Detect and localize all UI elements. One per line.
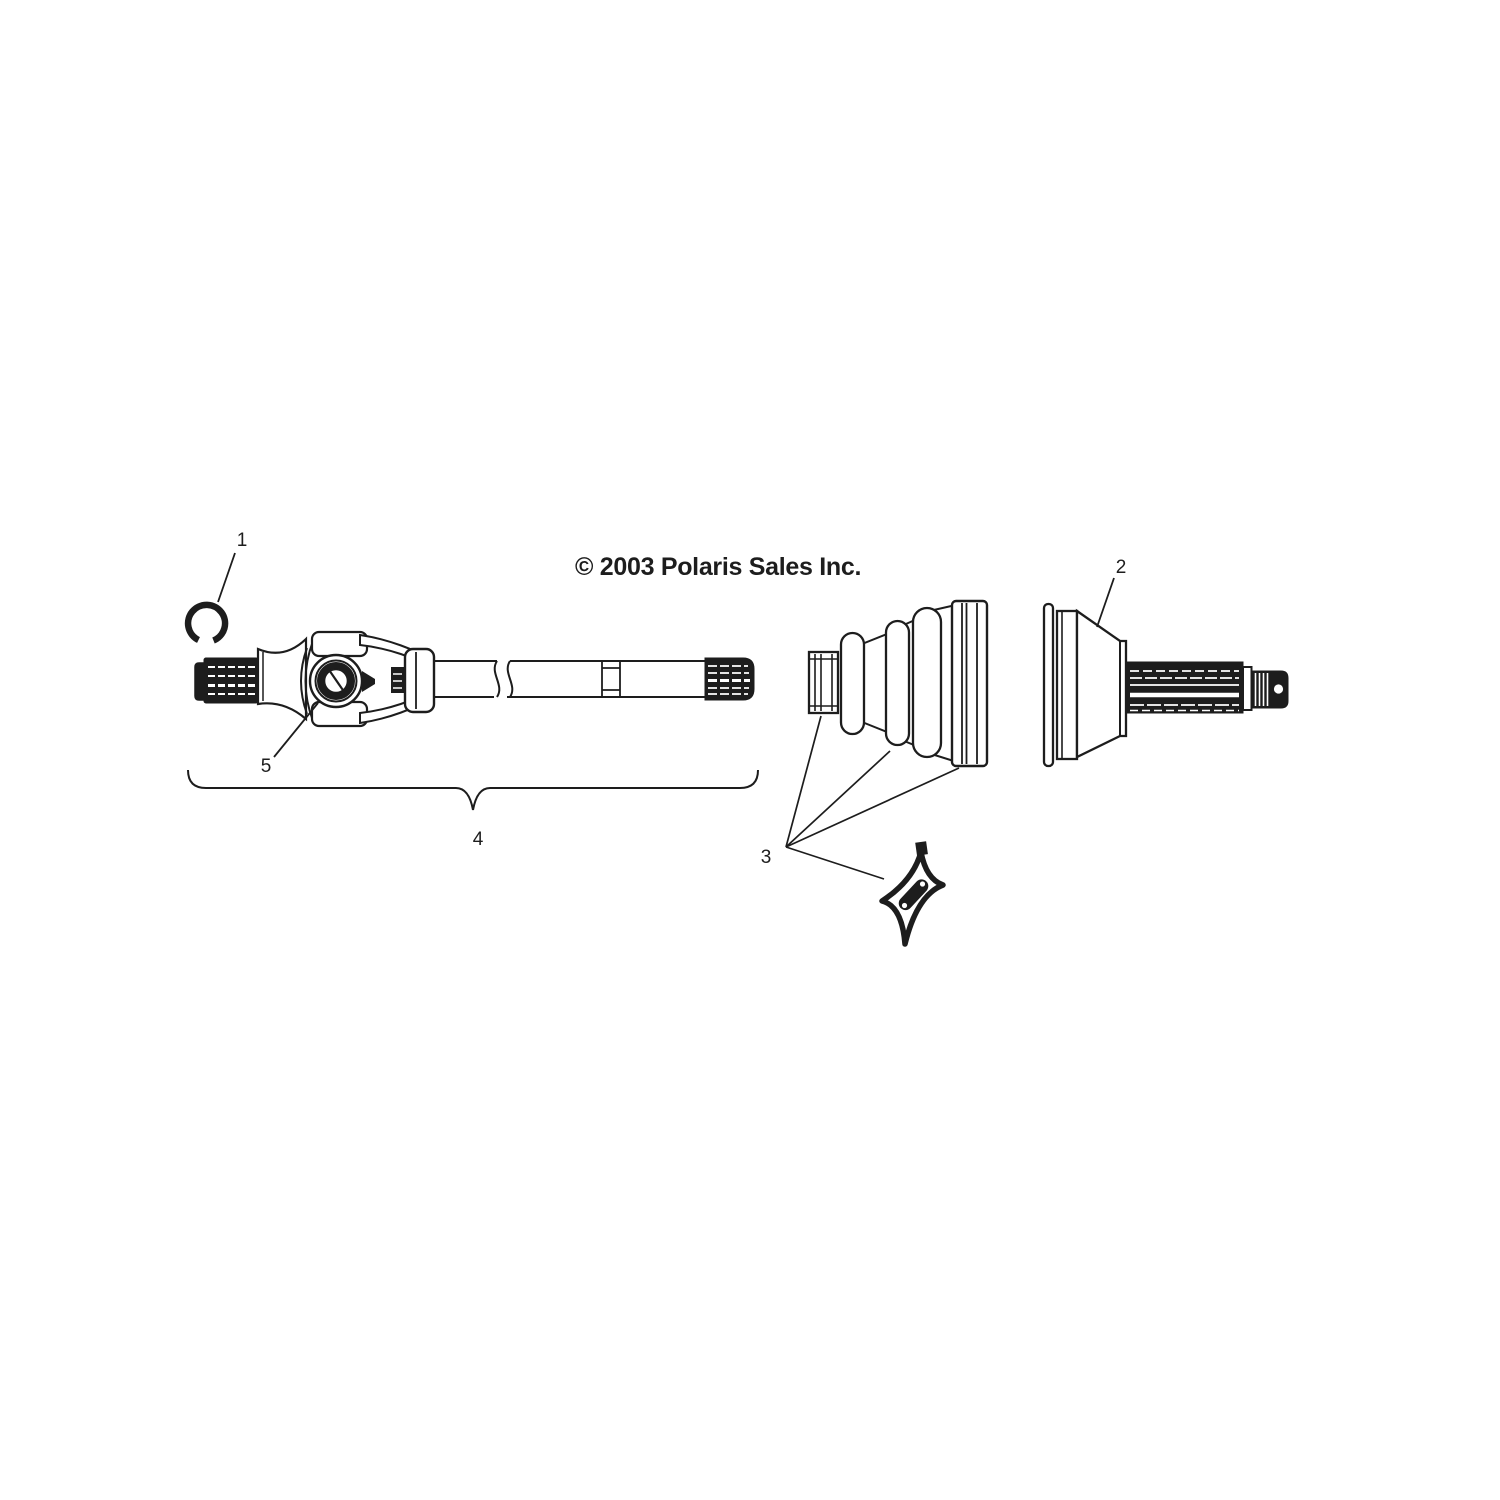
brace-item-4 (188, 770, 758, 810)
cv-boot (809, 601, 987, 766)
cotter-pin-hole (1274, 684, 1283, 693)
drive-shaft-assembly (195, 632, 754, 726)
callout-1: 1 (236, 530, 248, 551)
boot-ridge-1 (841, 633, 864, 734)
callout-3: 3 (760, 847, 772, 868)
boot-large-end-band (952, 601, 987, 766)
callout-5: 5 (260, 756, 272, 777)
housing-stub-spline (1126, 662, 1243, 713)
break-line-right (508, 661, 513, 697)
boot-small-clamp (809, 652, 838, 713)
yoke-collar (258, 639, 306, 719)
boot-ridge-3 (913, 608, 941, 757)
boot-ridge-2 (886, 621, 909, 745)
grease-packet (882, 841, 943, 944)
stub-washer-step (1243, 667, 1252, 710)
cross-shadow (362, 671, 375, 692)
housing-bell (1077, 611, 1126, 757)
yoke-right-collar (405, 649, 434, 712)
input-spline-stub (195, 658, 258, 703)
leader-line-2 (1097, 578, 1114, 627)
break-line-left (495, 661, 500, 697)
callout-2: 2 (1115, 557, 1127, 578)
stub-threaded-section (1252, 671, 1272, 708)
snap-ring-body (188, 605, 225, 641)
leader-line-1 (218, 553, 235, 602)
copyright-text: © 2003 Polaris Sales Inc. (575, 553, 862, 581)
capsule-highlight (902, 903, 907, 908)
cv-joint-housing (1044, 604, 1288, 766)
shaft-neck (602, 661, 620, 697)
callout-4: 4 (472, 829, 484, 850)
housing-face-band (1057, 611, 1077, 759)
snap-ring (188, 605, 225, 641)
spline-body (204, 658, 258, 703)
shaft (434, 661, 705, 697)
shaft-spline-end (705, 658, 754, 700)
capsule-highlight (920, 881, 925, 886)
housing-flange (1044, 604, 1053, 766)
u-joint (301, 632, 434, 726)
clevis-detail (391, 667, 404, 693)
yoke-ear-top (312, 632, 367, 656)
packet-cap (915, 841, 928, 855)
stub-end-tab (1271, 671, 1288, 708)
